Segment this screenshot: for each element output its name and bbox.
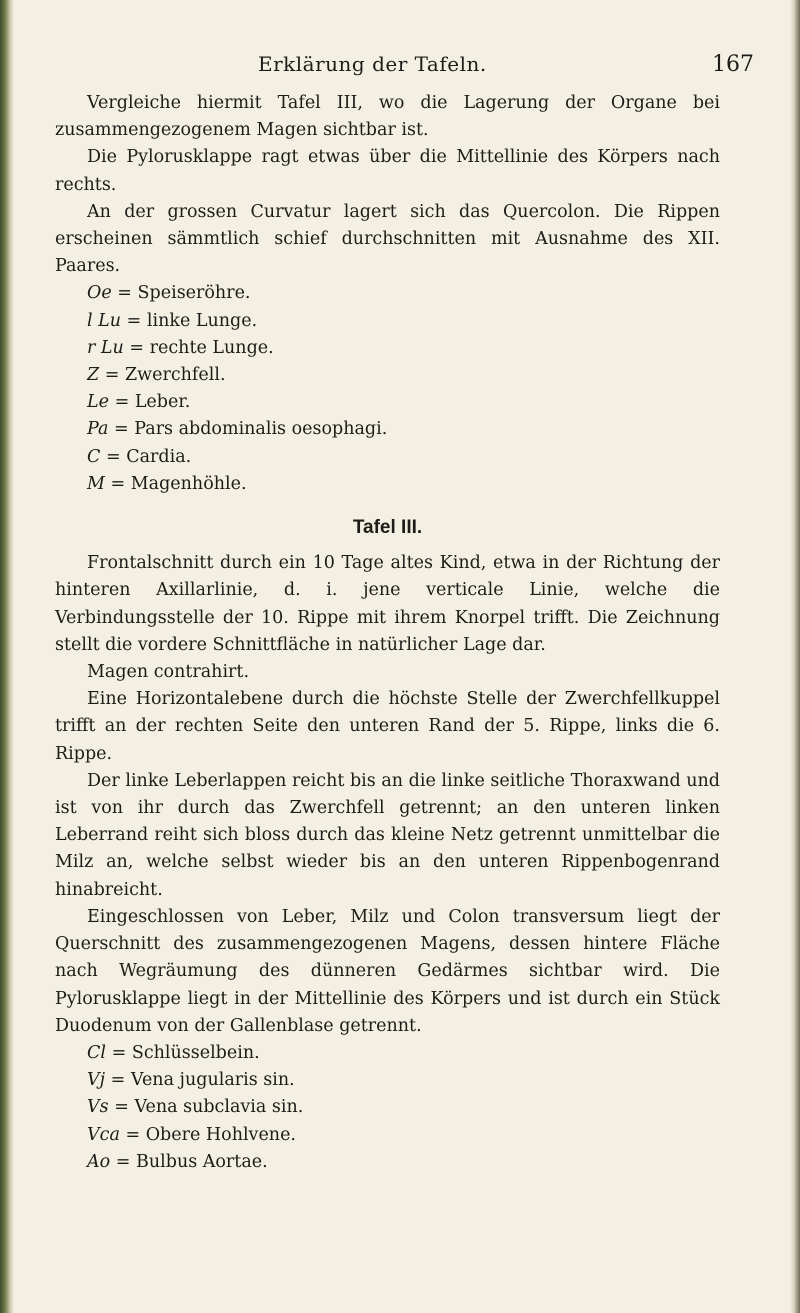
legend-eq: = (126, 310, 142, 331)
legend-text: Speiseröhre. (137, 283, 251, 304)
legend-text: Bulbus Aortae. (136, 1151, 268, 1172)
legend-item (55, 471, 720, 498)
legend-eq: = (125, 1124, 141, 1145)
legend-abbr: C (87, 446, 101, 467)
legend-list (55, 280, 720, 498)
legend-abbr: l Lu (87, 310, 122, 331)
legend-abbr: Ao (87, 1151, 111, 1172)
paragraph: Eingeschlossen von Leber, Milz und Colon transversum liegt der Querschnitt des zusammengezogenen Magens, dessen hintere Fläche nach Wegräumung des dünneren Gedärmes sichtbar wird. Die Pylorusklappe liegt in der Mittellinie des Körpers und ist durch ein Stück Duodenum von der Gallenblase getrennt. (55, 906, 720, 1036)
legend-text: Vena jugularis sin. (130, 1070, 295, 1091)
legend-item (55, 1149, 720, 1176)
legend-abbr: M (87, 473, 105, 494)
legend-item (55, 1067, 720, 1094)
legend-eq: = (115, 1151, 131, 1172)
legend-text: Vena subclavia sin. (134, 1097, 304, 1118)
legend-abbr: Z (87, 365, 100, 386)
legend-text: Schlüsselbein. (131, 1042, 260, 1063)
legend-text: Zwerchfell. (125, 365, 226, 386)
legend-eq: = (114, 1097, 129, 1118)
legend-eq: = (117, 283, 132, 304)
paragraph: Die Pylorusklappe ragt etwas über die Mittellinie des Körpers nach rechts. (55, 147, 720, 195)
legend-eq: = (114, 392, 130, 413)
legend-item (55, 308, 720, 335)
paragraph: Vergleiche hiermit Tafel III, wo die Lagerung der Organe bei zusammengezogenem Magen sichtbar ist. (55, 93, 720, 141)
legend-item (55, 389, 720, 416)
legend-text: rechte Lunge. (149, 337, 274, 358)
page-body (55, 90, 720, 1176)
legend-text: Magenhöhle. (130, 473, 247, 494)
legend-text: Pars abdominalis oesophagi. (134, 419, 388, 440)
legend-item (55, 416, 720, 443)
legend-eq: = (111, 1042, 127, 1063)
legend-eq: = (110, 1070, 126, 1091)
legend-item (55, 362, 720, 389)
paragraph: Der linke Leberlappen reicht bis an die linke seitliche Thoraxwand und ist von ihr durch das Zwerchfell getrennt; an den unteren linken Leberrand reiht sich bloss durch das kleine Netz getrennt unmittelbar die Milz an, welche selbst wieder bis an den unteren Rippenbogenrand hinabreicht. (55, 770, 720, 900)
legend-eq: = (110, 473, 126, 494)
paragraph: Eine Horizontalebene durch die höchste Stelle der Zwerchfellkuppel trifft an der rechten Seite den unteren Rand der 5. Rippe, links die 6. Rippe. (55, 689, 720, 764)
section-heading: Tafel III. (352, 517, 423, 539)
legend-abbr: r Lu (87, 337, 124, 358)
legend-eq: = (114, 419, 129, 440)
legend-item (55, 1094, 720, 1121)
legend-item (55, 335, 720, 362)
legend-eq: = (129, 337, 145, 358)
page-left-edge (0, 0, 14, 1313)
paragraph: Magen contrahirt. (87, 662, 250, 683)
paragraph: An der grossen Curvatur lagert sich das Quercolon. Die Rippen erscheinen sämmtlich schief durchschnitten mit Ausnahme des XII. Paares. (55, 201, 720, 277)
legend-item (55, 280, 720, 307)
legend-text: Leber. (134, 392, 191, 413)
legend-abbr: Pa (87, 419, 109, 440)
legend-abbr: Oe (87, 283, 112, 304)
legend-text: Obere Hohlvene. (145, 1124, 296, 1145)
running-title: Erklärung der Tafeln. (258, 52, 487, 76)
running-header (0, 52, 800, 82)
legend-abbr: Vs (87, 1097, 109, 1118)
legend-abbr: Vj (87, 1070, 106, 1091)
legend-abbr: Cl (87, 1042, 106, 1063)
legend-list (55, 1040, 720, 1176)
legend-item (55, 1122, 720, 1149)
legend-item (55, 444, 720, 471)
legend-text: linke Lunge. (146, 310, 258, 331)
legend-abbr: Vca (87, 1124, 120, 1145)
legend-eq: = (105, 446, 121, 467)
paragraph: Frontalschnitt durch ein 10 Tage altes Kind, etwa in der Richtung der hinteren Axillarlinie, d. i. jene verticale Linie, welche die Verbindungsstelle der 10. Rippe mit ihrem Knorpel trifft. Die Zeichnung stellt die vordere Schnittfläche in natürlicher Lage dar. (55, 553, 720, 655)
legend-abbr: Le (87, 392, 109, 413)
legend-text: Cardia. (126, 446, 192, 467)
page-right-edge (790, 0, 800, 1313)
legend-eq: = (104, 365, 120, 386)
legend-item (55, 1040, 720, 1067)
page-number: 167 (712, 52, 754, 77)
